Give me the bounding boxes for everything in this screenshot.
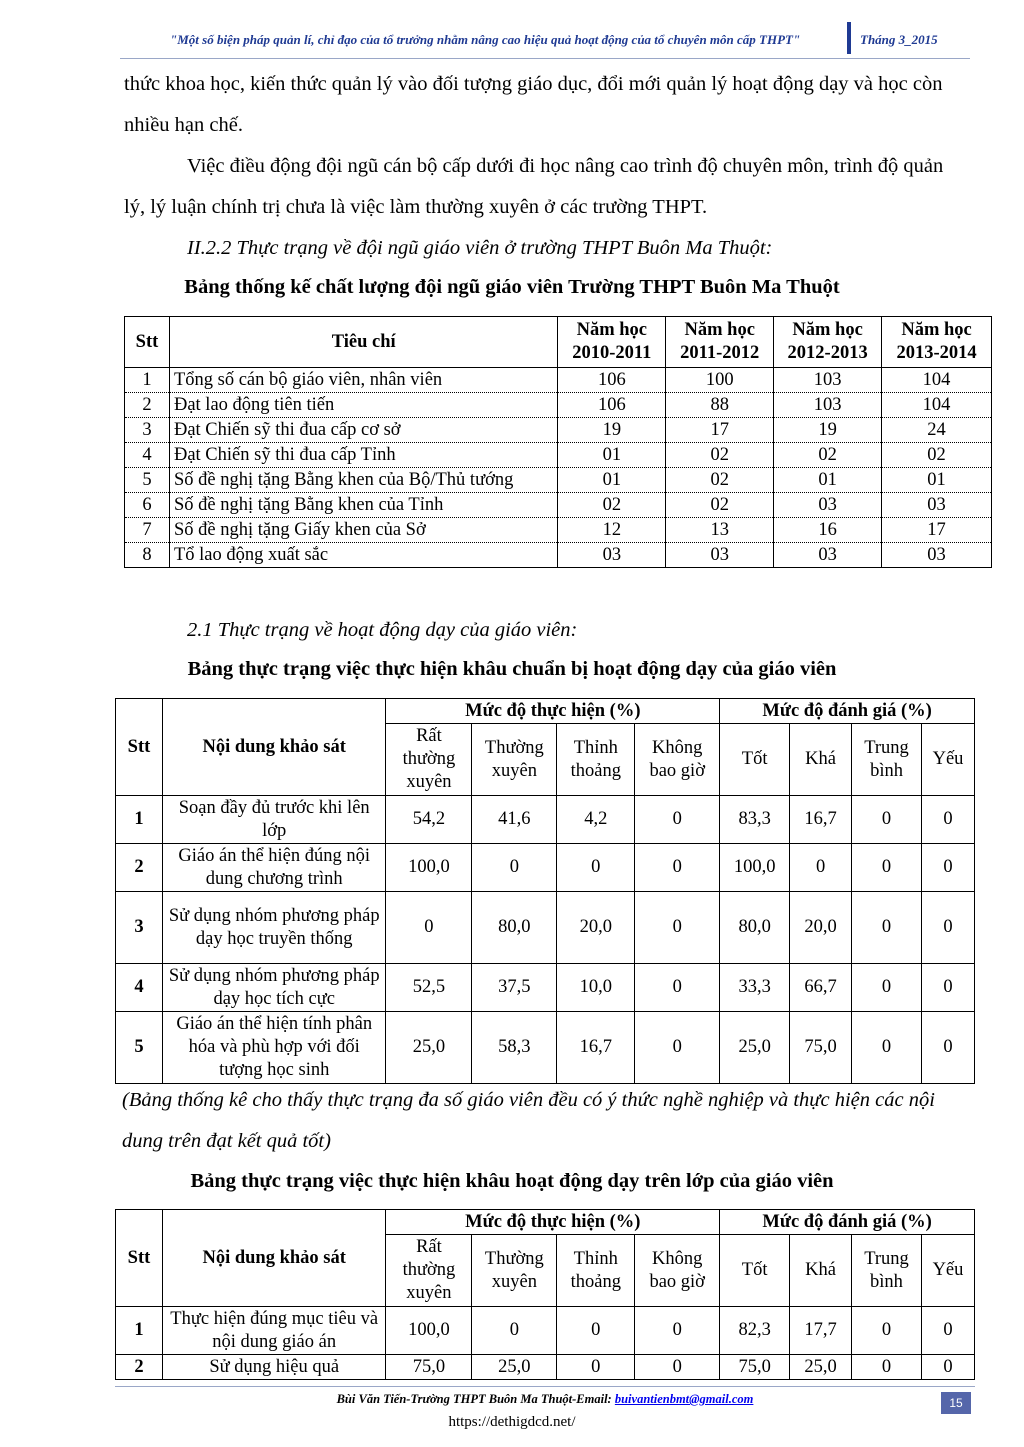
header-cell: Stt	[116, 699, 163, 796]
table-header-row	[125, 317, 992, 368]
page-footer	[115, 1392, 975, 1407]
table-cell: 4	[125, 443, 170, 468]
table-cell: 01	[774, 468, 882, 493]
table-cell: 17,7	[790, 1307, 852, 1355]
table-cell: Số đề nghị tặng Bằng khen của Bộ/Thủ tướng	[169, 468, 557, 493]
table-cell: 37,5	[472, 964, 557, 1012]
table-cell: 24	[882, 418, 992, 443]
table-cell: 03	[666, 543, 774, 568]
table-header-row	[116, 699, 975, 724]
table-cell: 03	[882, 543, 992, 568]
table-cell: 13	[666, 518, 774, 543]
table-cell: 103	[774, 393, 882, 418]
footer-rule	[115, 1386, 975, 1387]
header-cell: Stt	[116, 1210, 163, 1307]
table-row	[116, 1012, 975, 1084]
table-note: (Bảng thống kê cho thấy thực trạng đa số giáo viên đều có ý thức nghề nghiệp và thực hiện các nội dung trên đạt kết quả tốt)	[122, 1089, 935, 1152]
table-cell: 66,7	[790, 964, 852, 1012]
table-cell: Đạt Chiến sỹ thi đua cấp Tỉnh	[169, 443, 557, 468]
table-cell: 25,0	[472, 1355, 557, 1380]
table-cell: 0	[852, 892, 922, 964]
header-cell: Thỉnh thoảng	[557, 1235, 635, 1307]
table-cell: 0	[557, 844, 635, 892]
table-cell: 0	[921, 796, 974, 844]
table-cell: 01	[882, 468, 992, 493]
header-cell: Mức độ đánh giá (%)	[720, 1210, 975, 1235]
table-row	[125, 393, 992, 418]
table-cell: 02	[774, 443, 882, 468]
header-cell: Nội dung khảo sát	[162, 1210, 386, 1307]
header-cell: Không bao giờ	[635, 724, 720, 796]
table-cell: 0	[921, 1355, 974, 1380]
page-header	[120, 20, 970, 60]
table-cell: 1	[116, 796, 163, 844]
table-cell: Sử dụng nhóm phương pháp dạy học tích cực	[162, 964, 386, 1012]
table-cell: 1	[116, 1307, 163, 1355]
table-cell: 6	[125, 493, 170, 518]
table-cell: 10,0	[557, 964, 635, 1012]
table-cell: 20,0	[557, 892, 635, 964]
table-cell: 2	[116, 844, 163, 892]
table-row	[116, 964, 975, 1012]
table-cell: 100,0	[720, 844, 790, 892]
header-cell: Stt	[125, 317, 170, 368]
table-cell: 0	[921, 1307, 974, 1355]
table-row	[125, 518, 992, 543]
table-cell: Tổ lao động xuất sắc	[169, 543, 557, 568]
table-cell: 100,0	[386, 1307, 472, 1355]
table-cell: 75,0	[790, 1012, 852, 1084]
table-cell: 25,0	[720, 1012, 790, 1084]
table-cell: 0	[921, 892, 974, 964]
table-cell: 2	[116, 1355, 163, 1380]
opening-text	[124, 64, 964, 228]
paragraph-1: thức khoa học, kiến thức quản lý vào đối tượng giáo dục, đổi mới quản lý hoạt động dạy và học còn nhiều hạn chế.	[124, 73, 943, 136]
table-cell: 1	[125, 368, 170, 393]
table-cell: 17	[666, 418, 774, 443]
header-date: Tháng 3_2015	[860, 32, 938, 47]
table-cell: 0	[472, 844, 557, 892]
table-cell: 3	[125, 418, 170, 443]
table-row	[125, 493, 992, 518]
table-cell: 0	[921, 1012, 974, 1084]
table-cell: 52,5	[386, 964, 472, 1012]
table-cell: 0	[472, 1307, 557, 1355]
table-cell: 12	[558, 518, 666, 543]
teacher-quality-table	[124, 316, 992, 568]
table-cell: 17	[882, 518, 992, 543]
table-cell: 0	[852, 1012, 922, 1084]
table-cell: 0	[852, 796, 922, 844]
header-cell: Năm học 2013-2014	[882, 317, 992, 368]
table-cell: 3	[116, 892, 163, 964]
table-cell: 4,2	[557, 796, 635, 844]
table-cell: 0	[386, 892, 472, 964]
page-number: 15	[941, 1392, 971, 1414]
table-cell: 0	[921, 844, 974, 892]
table1-title: Bảng thống kế chất lượng đội ngũ giáo viên Trường THPT Buôn Ma Thuột	[184, 276, 840, 298]
table-cell: 20,0	[790, 892, 852, 964]
table-row	[116, 844, 975, 892]
table-cell: Sử dụng nhóm phương pháp dạy học truyền thống	[162, 892, 386, 964]
section-heading-1: II.2.2 Thực trạng về đội ngũ giáo viên ở trường THPT Buôn Ma Thuột:	[187, 237, 773, 259]
header-cell: Thỉnh thoảng	[557, 724, 635, 796]
header-cell: Năm học 2012-2013	[774, 317, 882, 368]
header-cell: Mức độ đánh giá (%)	[720, 699, 975, 724]
table-cell: 41,6	[472, 796, 557, 844]
table-cell: Đạt lao động tiên tiến	[169, 393, 557, 418]
table-cell: 02	[666, 468, 774, 493]
table3-title: Bảng thực trạng việc thực hiện khâu hoạt động dạy trên lớp của giáo viên	[190, 1170, 834, 1192]
table-cell: 88	[666, 393, 774, 418]
table-cell: 75,0	[386, 1355, 472, 1380]
header-cell: Rất thường xuyên	[386, 1235, 472, 1307]
table-row	[116, 1307, 975, 1355]
table-cell: 19	[774, 418, 882, 443]
section-heading-2: 2.1 Thực trạng về hoạt động dạy của giáo viên:	[187, 619, 578, 641]
footer-email-link[interactable]: buivantienbmt@gmail.com	[614, 1392, 754, 1406]
table-cell: 0	[635, 1012, 720, 1084]
table-cell: 03	[774, 543, 882, 568]
site-url: https://dethigdcd.net/	[448, 1414, 576, 1430]
table-cell: 16,7	[557, 1012, 635, 1084]
header-cell: Tốt	[720, 1235, 790, 1307]
table-cell: Giáo án thể hiện đúng nội dung chương trình	[162, 844, 386, 892]
header-cell: Năm học 2011-2012	[666, 317, 774, 368]
table-cell: 0	[852, 844, 922, 892]
table-cell: Thực hiện đúng mục tiêu và nội dung giáo án	[162, 1307, 386, 1355]
table-cell: 25,0	[790, 1355, 852, 1380]
table-header-row	[116, 1210, 975, 1235]
table-cell: 58,3	[472, 1012, 557, 1084]
table-cell: 104	[882, 368, 992, 393]
table-cell: 19	[558, 418, 666, 443]
table-cell: 16,7	[790, 796, 852, 844]
header-cell: Trung bình	[852, 724, 922, 796]
table-cell: 0	[852, 1355, 922, 1380]
header-cell: Khá	[790, 1235, 852, 1307]
table-cell: 0	[635, 964, 720, 1012]
table-cell: 0	[635, 1307, 720, 1355]
header-cell: Yếu	[921, 1235, 974, 1307]
header-cell: Tốt	[720, 724, 790, 796]
table-cell: 02	[882, 443, 992, 468]
header-cell: Thường xuyên	[472, 724, 557, 796]
table-cell: 100,0	[386, 844, 472, 892]
table-cell: Số đề nghị tặng Bằng khen của Tỉnh	[169, 493, 557, 518]
table-cell: 54,2	[386, 796, 472, 844]
table-row	[125, 418, 992, 443]
header-cell: Nội dung khảo sát	[162, 699, 386, 796]
table-cell: 25,0	[386, 1012, 472, 1084]
table2-title: Bảng thực trạng việc thực hiện khâu chuẩn bị hoạt động dạy của giáo viên	[187, 658, 837, 680]
table-cell: 02	[558, 493, 666, 518]
table-cell: 0	[790, 844, 852, 892]
table-cell: Đạt Chiến sỹ thi đua cấp cơ sở	[169, 418, 557, 443]
table-cell: 4	[116, 964, 163, 1012]
table-cell: 106	[558, 368, 666, 393]
table-cell: Số đề nghị tặng Giấy khen của Sở	[169, 518, 557, 543]
table-cell: 0	[635, 796, 720, 844]
table-cell: 0	[921, 964, 974, 1012]
table-cell: 02	[666, 443, 774, 468]
header-rule	[120, 58, 970, 59]
table-cell: 02	[666, 493, 774, 518]
table-cell: 7	[125, 518, 170, 543]
table-cell: 80,0	[472, 892, 557, 964]
table-cell: 80,0	[720, 892, 790, 964]
table-cell: 01	[558, 443, 666, 468]
table-cell: 33,3	[720, 964, 790, 1012]
table-cell: 104	[882, 393, 992, 418]
header-cell: Mức độ thực hiện (%)	[386, 699, 720, 724]
header-cell: Mức độ thực hiện (%)	[386, 1210, 720, 1235]
table-row	[116, 1355, 975, 1380]
table-cell: 82,3	[720, 1307, 790, 1355]
table-cell: Giáo án thể hiện tính phân hóa và phù hợp với đối tượng học sinh	[162, 1012, 386, 1084]
table-row	[116, 892, 975, 964]
lesson-preparation-table	[115, 698, 975, 1084]
table-cell: Tổng số cán bộ giáo viên, nhân viên	[169, 368, 557, 393]
table-cell: 0	[557, 1307, 635, 1355]
footer-author: Bùi Văn Tiến-Trường THPT Buôn Ma Thuột-Email:	[336, 1392, 615, 1406]
table-cell: 0	[635, 844, 720, 892]
table-row	[125, 443, 992, 468]
table-row	[125, 368, 992, 393]
table-cell: 0	[852, 964, 922, 1012]
table-cell: 8	[125, 543, 170, 568]
table-cell: 106	[558, 393, 666, 418]
paragraph-2: Việc điều động đội ngũ cán bộ cấp dưới đi học nâng cao trình độ chuyên môn, trình độ quản lý, lý luận chính trị chưa là việc làm thường xuyên ở các trường THPT.	[124, 155, 944, 218]
table-cell: 0	[635, 1355, 720, 1380]
classroom-teaching-table	[115, 1209, 975, 1380]
table-cell: 100	[666, 368, 774, 393]
table-cell: 0	[852, 1307, 922, 1355]
table-cell: 103	[774, 368, 882, 393]
header-title: "Một số biện pháp quản lí, chỉ đạo của tổ trưởng nhằm nâng cao hiệu quả hoạt động của tổ chuyên môn cấp THPT"	[170, 32, 801, 47]
table-cell: 03	[882, 493, 992, 518]
header-cell: Trung bình	[852, 1235, 922, 1307]
table-cell: 5	[125, 468, 170, 493]
table-cell: 01	[558, 468, 666, 493]
table-cell: 0	[635, 892, 720, 964]
table-row	[116, 796, 975, 844]
header-cell: Năm học 2010-2011	[558, 317, 666, 368]
header-cell: Khá	[790, 724, 852, 796]
table-cell: 5	[116, 1012, 163, 1084]
header-cell: Không bao giờ	[635, 1235, 720, 1307]
table-row	[125, 468, 992, 493]
header-cell: Thường xuyên	[472, 1235, 557, 1307]
table-cell: 16	[774, 518, 882, 543]
header-cell: Tiêu chí	[169, 317, 557, 368]
header-divider	[847, 22, 851, 54]
table-cell: 03	[774, 493, 882, 518]
header-cell: Rất thường xuyên	[386, 724, 472, 796]
table-cell: Soạn đầy đủ trước khi lên lớp	[162, 796, 386, 844]
table-cell: 75,0	[720, 1355, 790, 1380]
table-cell: 83,3	[720, 796, 790, 844]
table-cell: 2	[125, 393, 170, 418]
table-cell: 0	[557, 1355, 635, 1380]
table-cell: Sử dụng hiệu quả	[162, 1355, 386, 1380]
table-cell: 03	[558, 543, 666, 568]
table-row	[125, 543, 992, 568]
header-cell: Yếu	[921, 724, 974, 796]
